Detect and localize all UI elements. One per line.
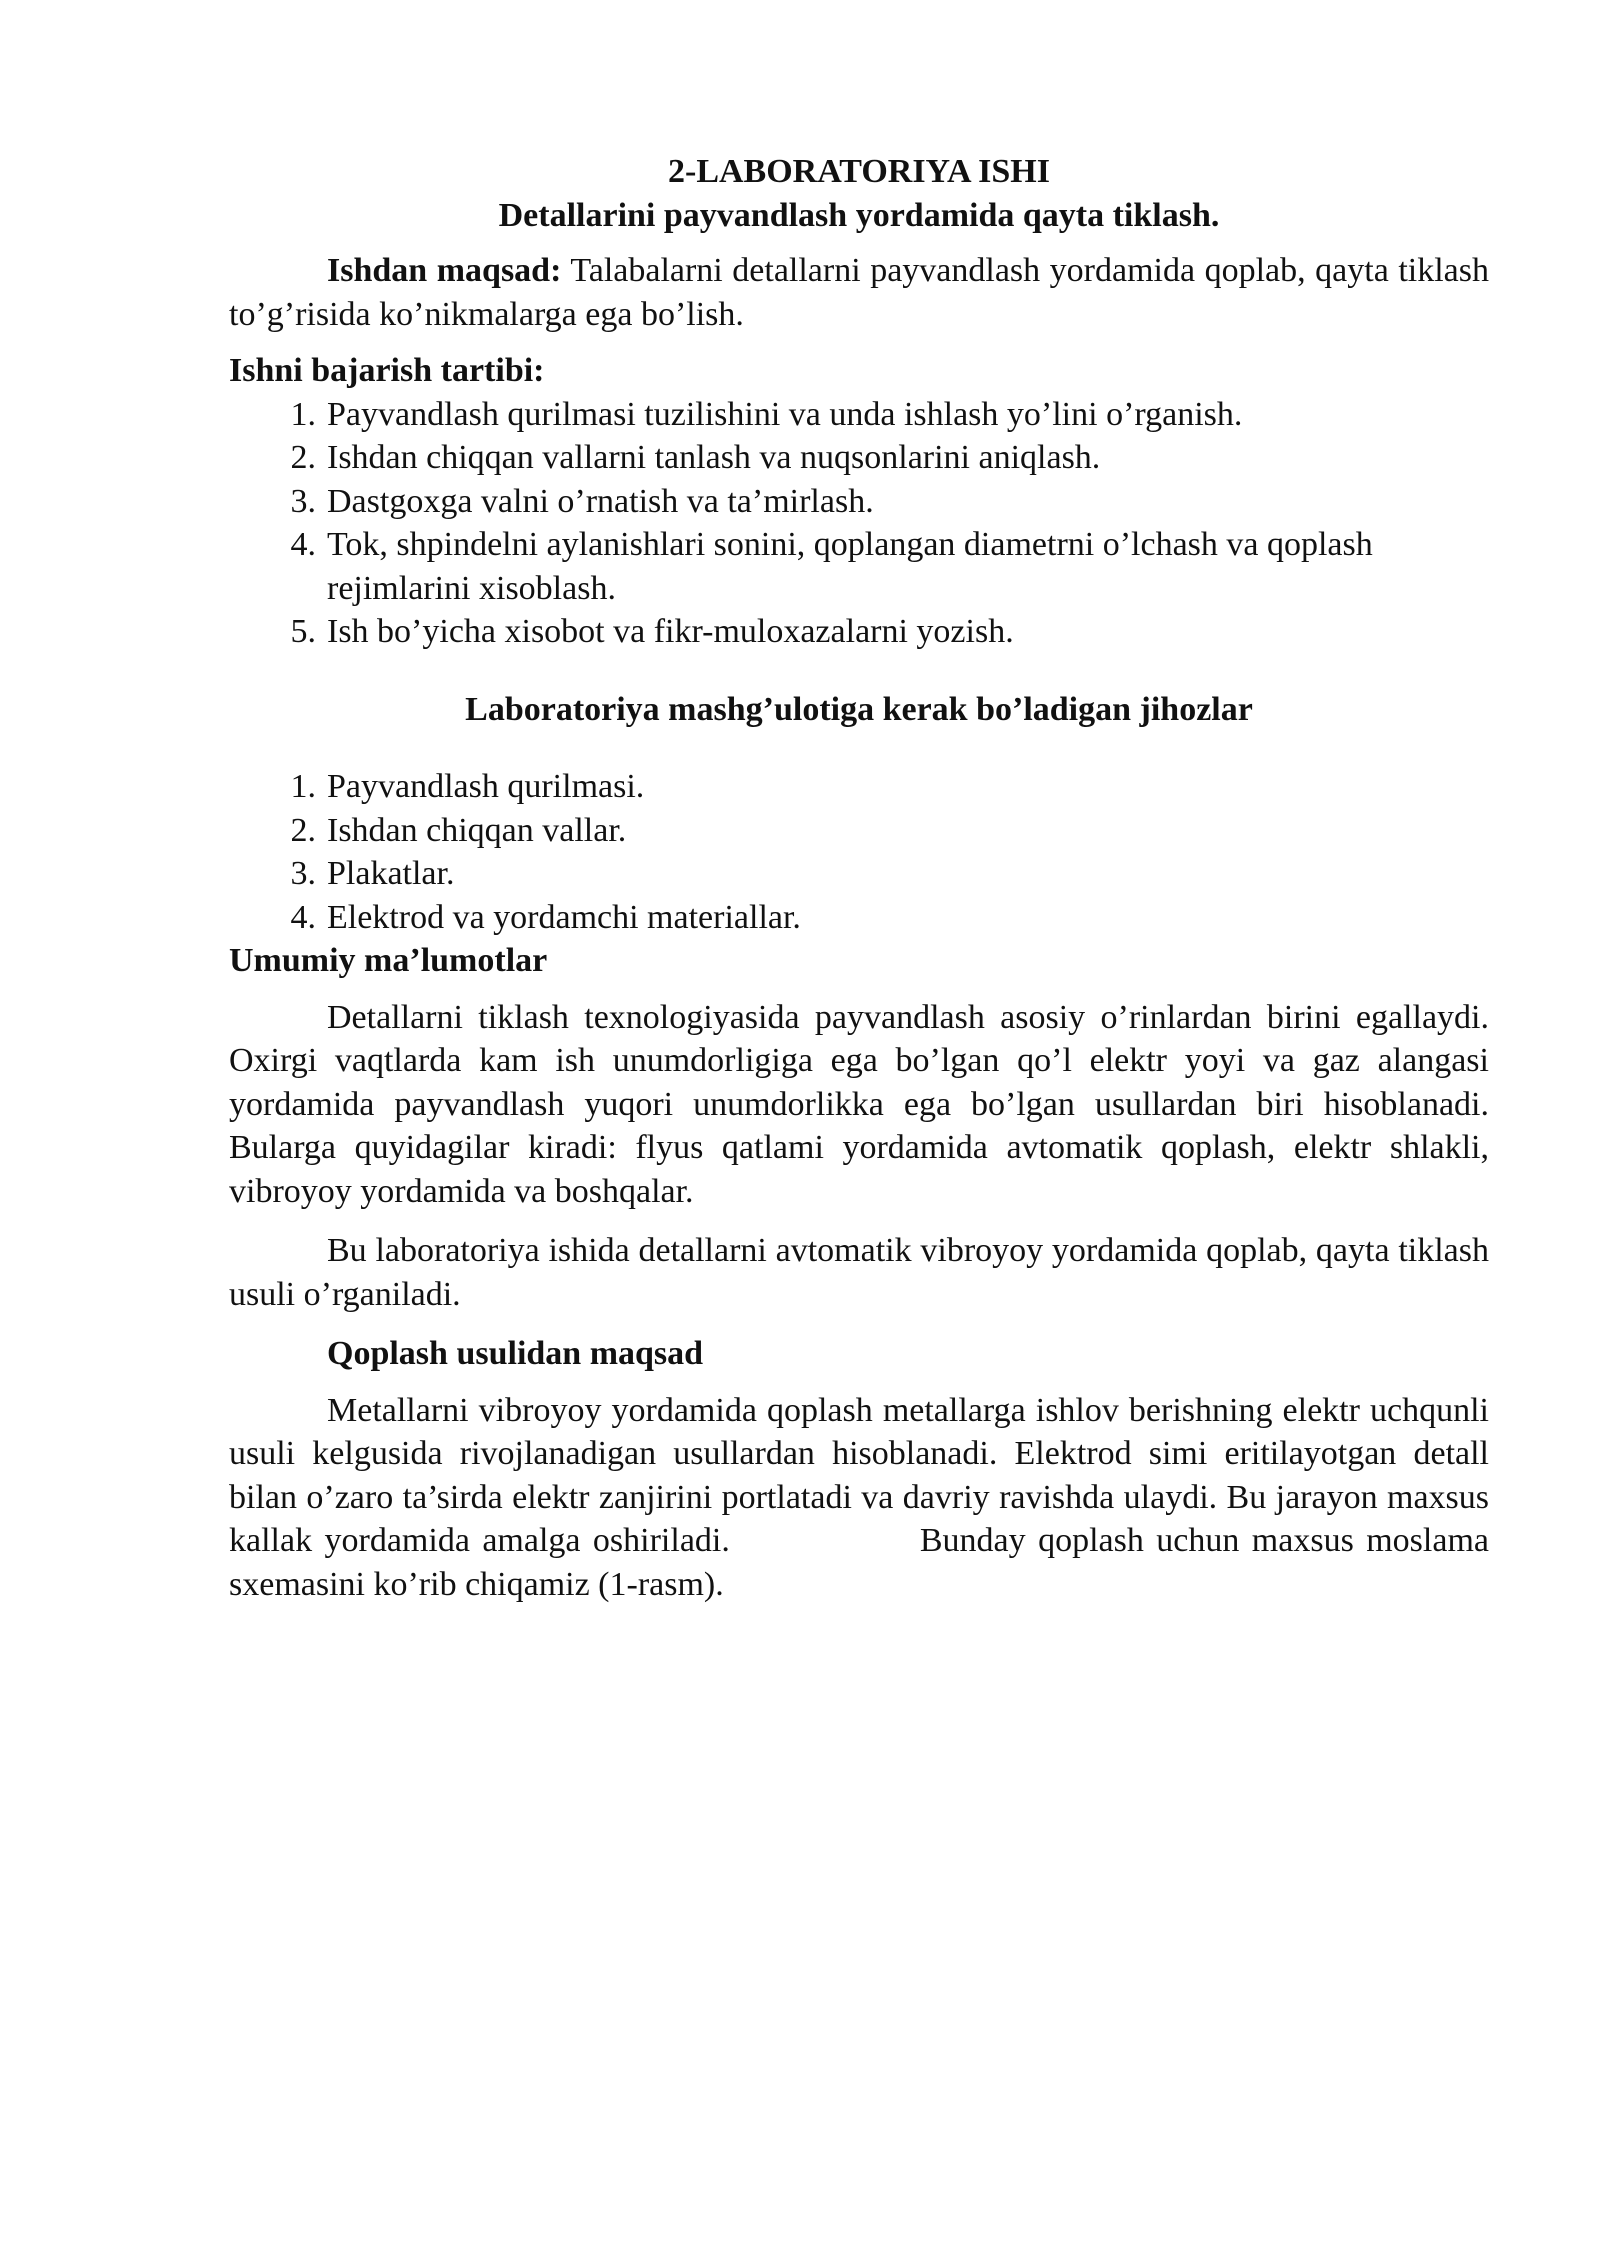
list-item — [229, 896, 1489, 940]
list-item — [229, 436, 1489, 480]
document-subtitle: Detallarini payvandlash yordamida qayta tiklash. — [498, 196, 1220, 234]
list-item — [229, 852, 1489, 896]
list-item — [229, 809, 1489, 853]
list-item-text: Payvandlash qurilmasi. — [327, 768, 645, 805]
list-item-text: Tok, shpindelni aylanishlari sonini, qoplangan diametrni o’lchash va qoplash rejimlarini xisoblash. — [327, 526, 1373, 607]
procedure-list — [229, 393, 1489, 654]
procedure-heading: Ishni bajarish tartibi: — [229, 352, 545, 389]
general-info-paragraph-1: Detallarni tiklash texnologiyasida payvandlash asosiy o’rinlardan birini egallaydi. Oxirgi vaqtlarda kam ish unumdorligiga ega bo’lgan qo’l elektr yoyi va gaz alangasi yordamida payvandlash yuqori unumdorlikka ega bo’lgan usullardan biri hisoblanadi. Bularga quyidagilar kiradi: flyus qatlami yordamida avtomatik qoplash, elektr shlakli, vibroyoy yordamida va boshqalar. — [229, 998, 1489, 1210]
goal-text: Talabalarni detallarni payvandlash yordamida qoplab, qayta tiklash to’g’risida ko’nikmalarga ega bo’lish. — [229, 252, 1489, 333]
list-item — [229, 610, 1489, 654]
list-item-text: Ishdan chiqqan vallar. — [327, 811, 627, 849]
method-paragraph — [229, 1389, 1489, 1607]
list-item — [229, 523, 1489, 610]
list-item — [229, 480, 1489, 524]
list-item-text: Elektrod va yordamchi materiallar. — [327, 898, 801, 936]
list-item-text: Ish bo’yicha xisobot va fikr-muloxazalarni yozish. — [327, 613, 1014, 650]
list-item-number: 3. — [290, 482, 316, 520]
goal-paragraph — [229, 249, 1489, 336]
list-item-text: Ishdan chiqqan vallarni tanlash va nuqsonlarini aniqlash. — [327, 439, 1101, 476]
method-paragraph-part-a: Metallarni vibroyoy yordamida qoplash metallarga ishlov berishning elektr uchqunli usuli kelgusida rivojlanadigan usullardan hisoblanadi. Elektrod simi eritilayotgan detall bilan o’zaro ta’sirda elektr zanjirini portlatadi va davriy ravishda ulaydi. Bu jarayon maxsus kallak yordamida amalga oshiriladi. — [229, 1391, 1489, 1559]
list-item-number: 1. — [290, 768, 316, 805]
list-item-number: 1. — [290, 395, 316, 433]
method-paragraph-part-b: Bunday qoplash uchun maxsus moslama sxemasini ko’rib chiqamiz (1-rasm). — [229, 1522, 1489, 1603]
list-item-number: 2. — [290, 439, 316, 476]
list-item-text: Plakatlar. — [327, 855, 455, 892]
list-item-number: 4. — [290, 898, 316, 936]
document-page — [229, 150, 1489, 1606]
general-info-heading: Umumiy ma’lumotlar — [229, 942, 548, 979]
equipment-heading: Laboratoriya mashg’ulotiga kerak bo’ladigan jihozlar — [465, 690, 1253, 728]
method-heading-text: Qoplash usulidan maqsad — [327, 1335, 704, 1372]
list-item — [229, 393, 1489, 437]
general-info-paragraph-2: Bu laboratoriya ishida detallarni avtomatik vibroyoy yordamida qoplab, qayta tiklash usuli o’rganiladi. — [229, 1232, 1489, 1313]
list-item — [229, 765, 1489, 809]
list-item-number: 2. — [290, 811, 316, 849]
list-item-text: Payvandlash qurilmasi tuzilishini va unda ishlash yo’lini o’rganish. — [327, 395, 1243, 433]
document-title: 2-LABORATORIYA ISHI — [668, 153, 1050, 190]
method-heading — [229, 1332, 1489, 1376]
list-item-number: 3. — [290, 855, 316, 892]
equipment-list — [229, 765, 1489, 939]
list-item-text: Dastgoxga valni o’rnatish va ta’mirlash. — [327, 482, 874, 520]
list-item-number: 5. — [290, 613, 316, 650]
list-item-number: 4. — [290, 526, 316, 563]
goal-label: Ishdan maqsad: — [327, 252, 562, 289]
